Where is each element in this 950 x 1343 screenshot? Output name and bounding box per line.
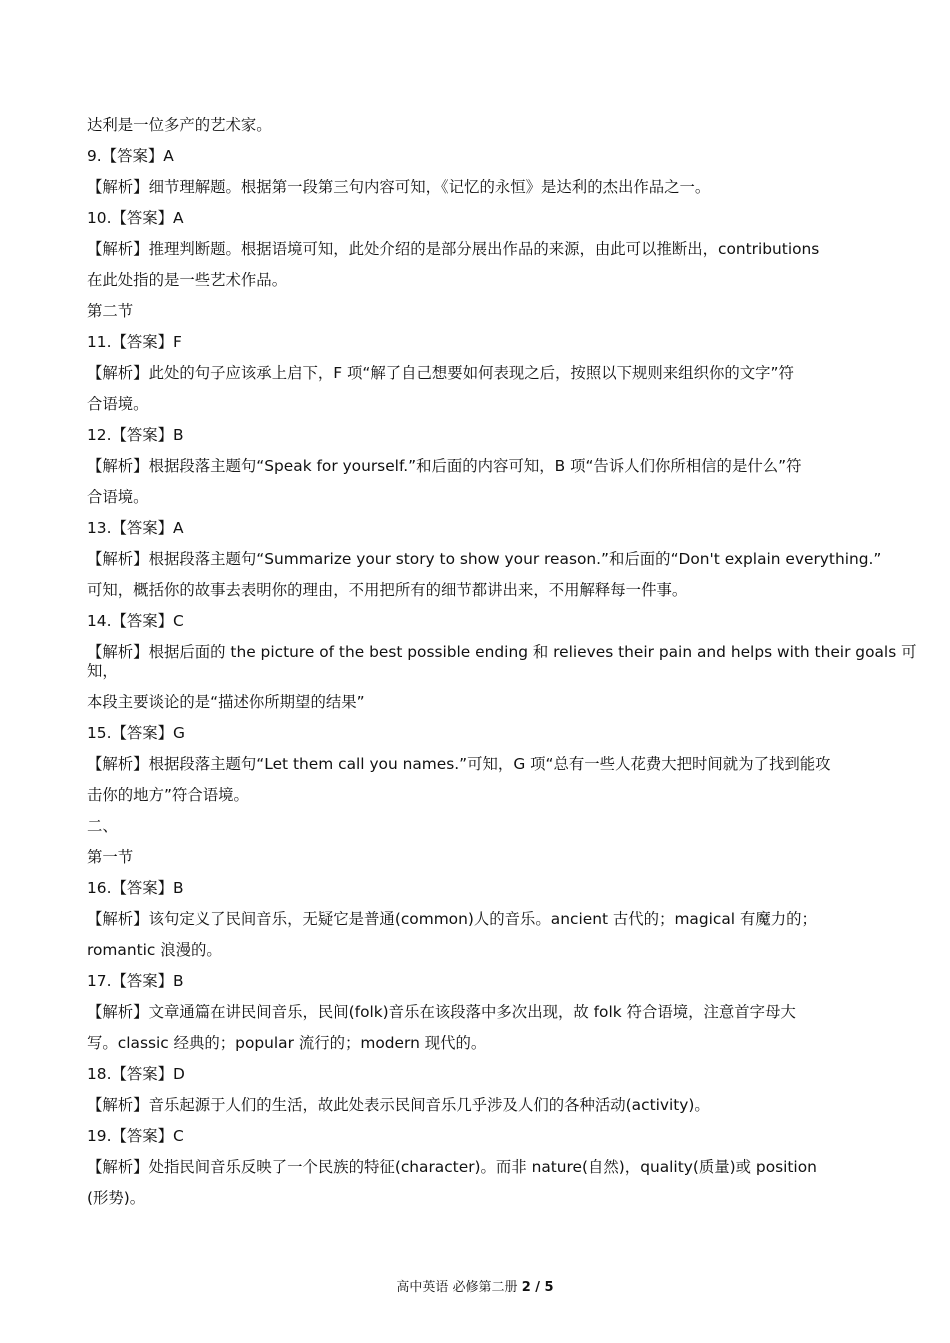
text-line: 写。classic 经典的；popular 流行的；modern 现代的。 [87, 1034, 487, 1052]
page-footer [0, 1276, 950, 1295]
text-line: 本段主要谈论的是“描述你所期望的结果” [87, 693, 365, 711]
analysis-line: 【解析】根据段落主题句“Speak for yourself.”和后面的内容可知，B 项“告诉人们你所相信的是什么”符 [87, 457, 802, 475]
page-number: 2 / 5 [521, 1280, 554, 1295]
text-line: 达利是一位多产的艺术家。 [87, 116, 272, 134]
answer-heading: 14.【答案】C [87, 612, 184, 630]
document-body [87, 116, 937, 1220]
analysis-line: 【解析】音乐起源于人们的生活，故此处表示民间音乐几乎涉及人们的各种活动(activity)。 [87, 1096, 710, 1114]
answer-heading: 10.【答案】A [87, 209, 184, 227]
text-line: 击你的地方”符合语境。 [87, 786, 249, 804]
text-line: romantic 浪漫的。 [87, 941, 222, 959]
analysis-line: 【解析】根据后面的 the picture of the best possible ending 和 relieves their pain and helps with their goals 可知， [87, 643, 917, 680]
analysis-line: 【解析】此处的句子应该承上启下，F 项“解了自己想要如何表现之后，按照以下规则来组织你的文字”符 [87, 364, 794, 382]
answer-heading: 12.【答案】B [87, 426, 184, 444]
answer-heading: 19.【答案】C [87, 1127, 184, 1145]
answer-heading: 17.【答案】B [87, 972, 184, 990]
footer-title: 高中英语 必修第二册 [396, 1280, 518, 1295]
analysis-line: 【解析】细节理解题。根据第一段第三句内容可知，《记忆的永恒》是达利的杰出作品之一。 [87, 178, 711, 196]
section-heading: 第一节 [87, 848, 134, 866]
text-line: 合语境。 [87, 395, 149, 413]
text-line: 合语境。 [87, 488, 149, 506]
text-line: 可知，概括你的故事去表明你的理由，不用把所有的细节都讲出来，不用解释每一件事。 [87, 581, 688, 599]
part-heading: 二、 [87, 817, 118, 835]
answer-heading: 15.【答案】G [87, 724, 185, 742]
text-line: (形势)。 [87, 1189, 146, 1207]
answer-heading: 18.【答案】D [87, 1065, 185, 1083]
analysis-line: 【解析】推理判断题。根据语境可知，此处介绍的是部分展出作品的来源，由此可以推断出，contributions [87, 240, 820, 258]
answer-heading: 9.【答案】A [87, 147, 174, 165]
section-heading: 第二节 [87, 302, 134, 320]
answer-heading: 16.【答案】B [87, 879, 184, 897]
analysis-line: 【解析】根据段落主题句“Let them call you names.”可知，G 项“总有一些人花费大把时间就为了找到能攻 [87, 755, 831, 773]
analysis-line: 【解析】根据段落主题句“Summarize your story to show your reason.”和后面的“Don't explain everything.” [87, 550, 882, 568]
analysis-line: 【解析】该句定义了民间音乐，无疑它是普通(common)人的音乐。ancient 古代的；magical 有魔力的； [87, 910, 817, 928]
analysis-line: 【解析】文章通篇在讲民间音乐，民间(folk)音乐在该段落中多次出现，故 folk 符合语境，注意首字母大 [87, 1003, 796, 1021]
answer-heading: 13.【答案】A [87, 519, 184, 537]
text-line: 在此处指的是一些艺术作品。 [87, 271, 288, 289]
analysis-line: 【解析】处指民间音乐反映了一个民族的特征(character)。而非 nature(自然)，quality(质量)或 position [87, 1158, 817, 1176]
answer-heading: 11.【答案】F [87, 333, 182, 351]
